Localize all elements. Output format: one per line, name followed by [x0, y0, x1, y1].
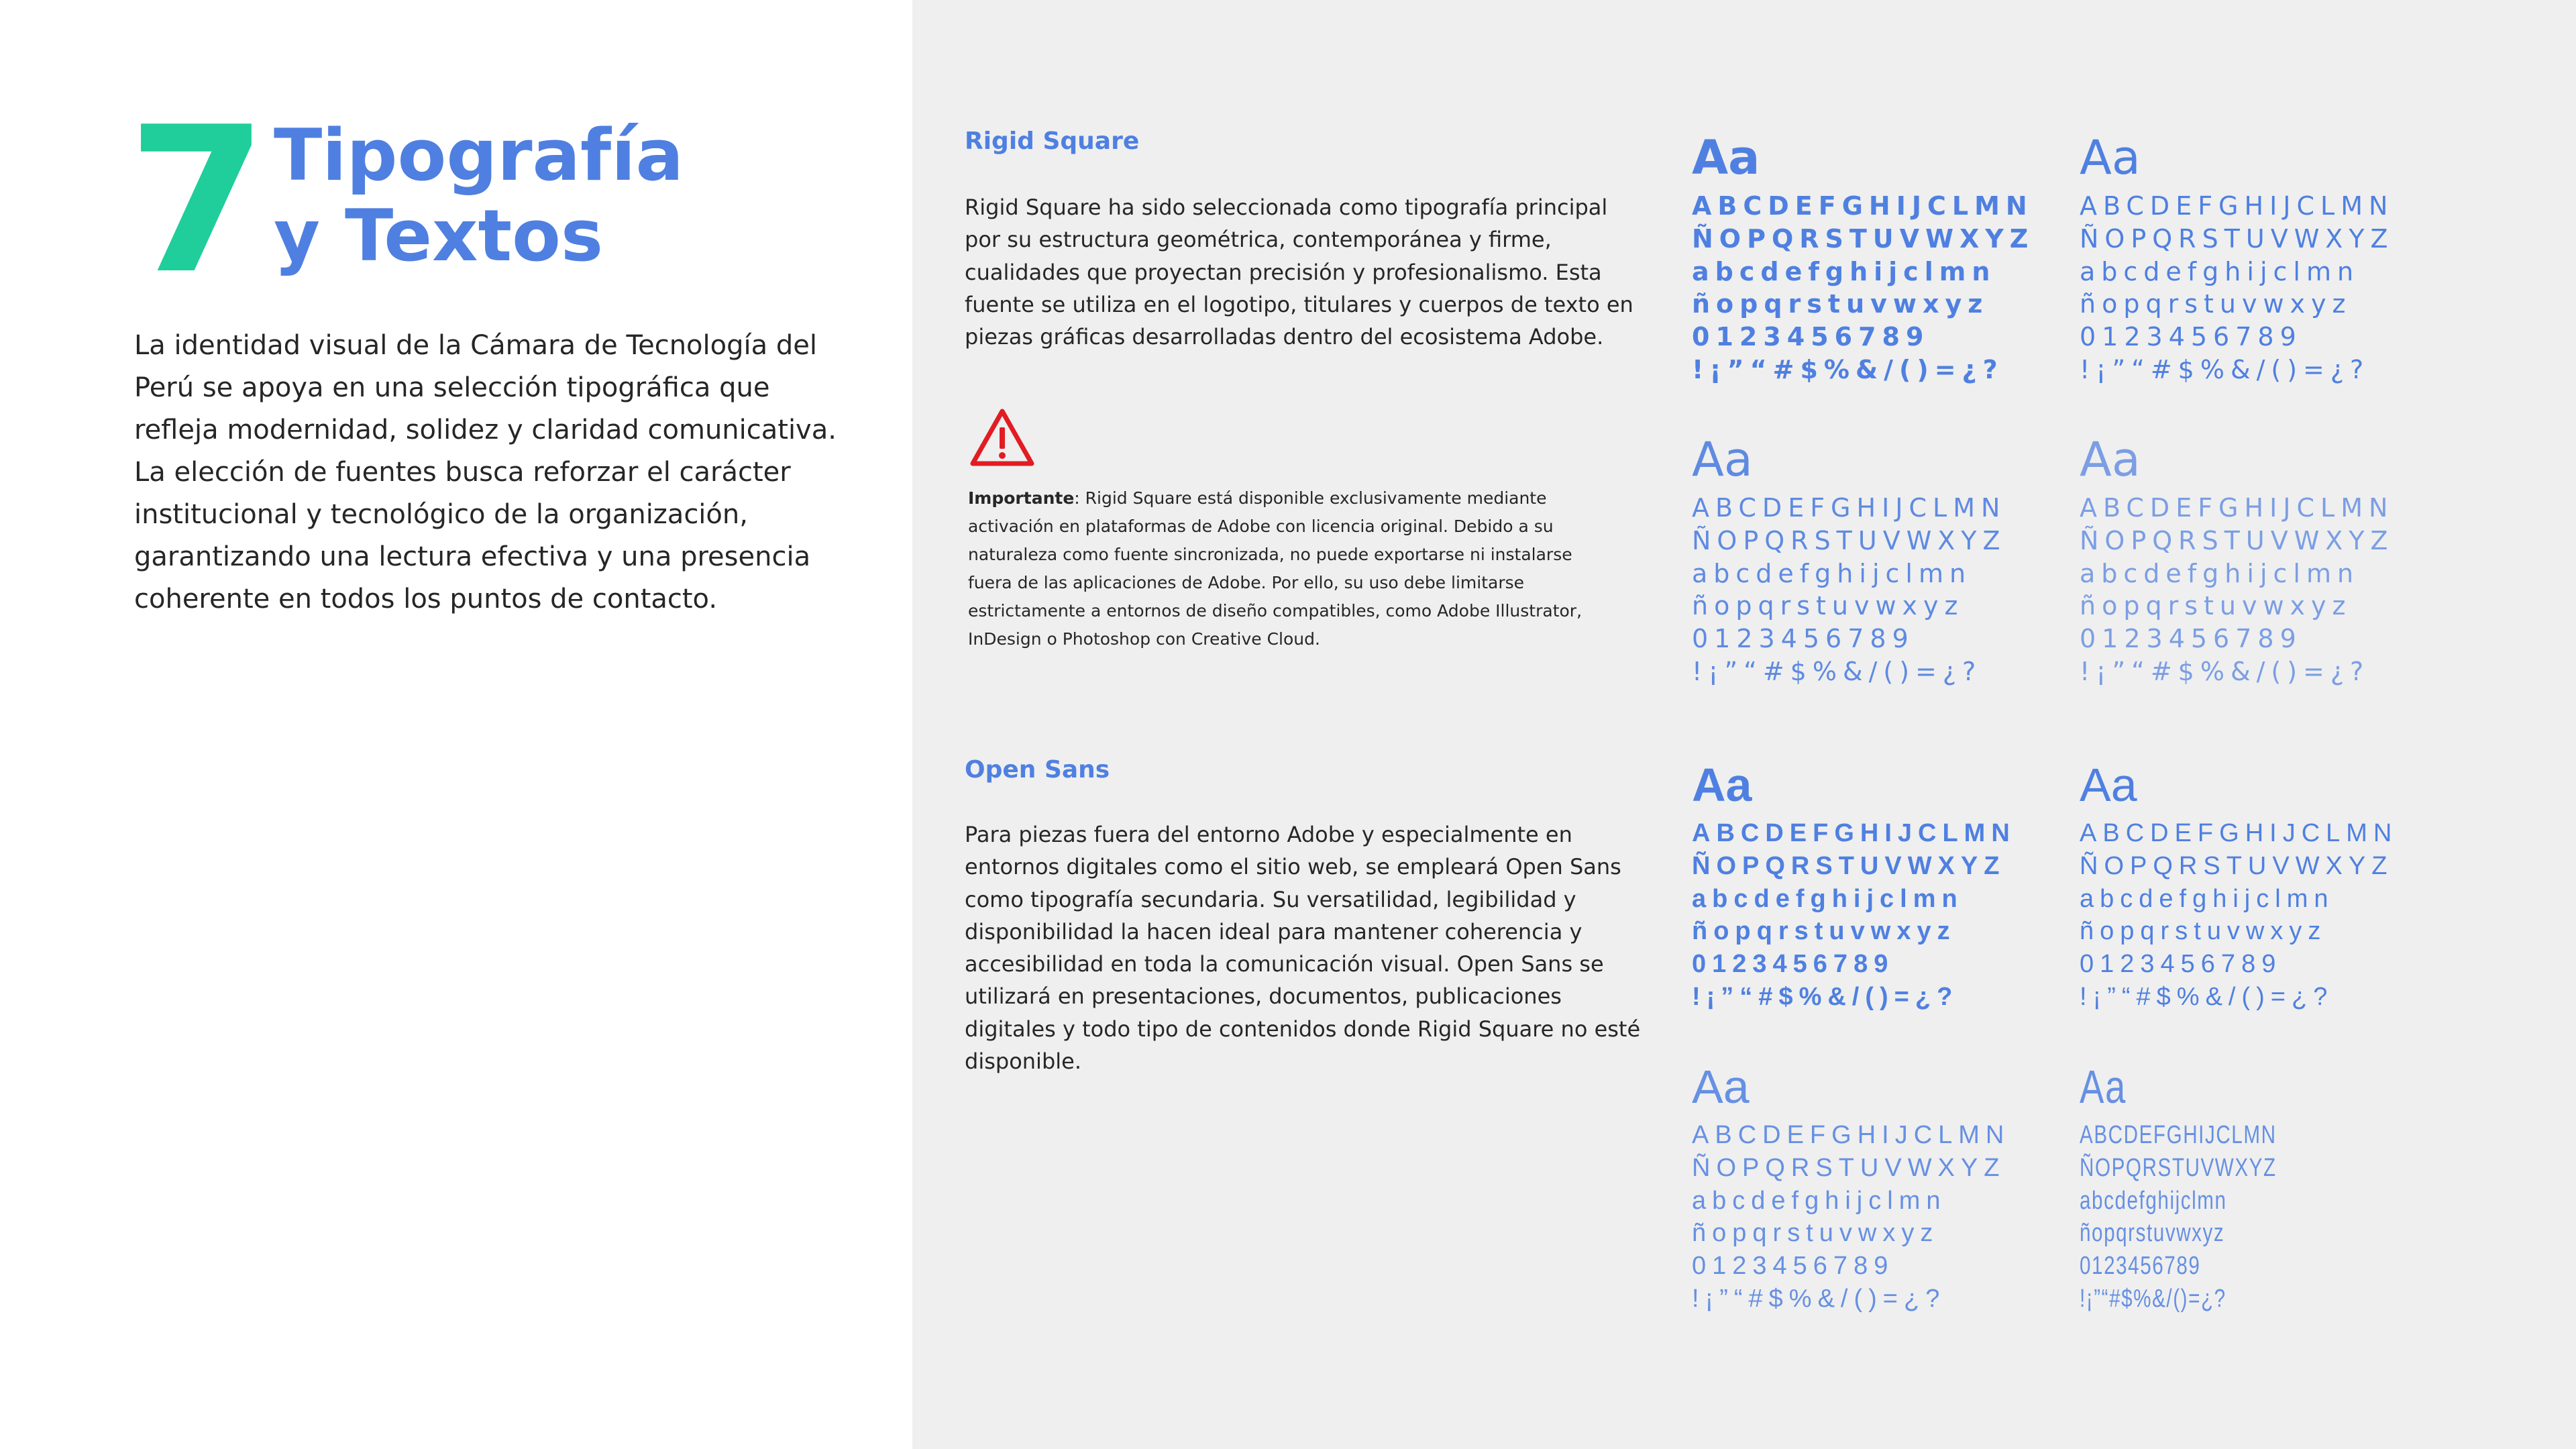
specimen-lower-2: ñopqrstuvwxyz [1692, 289, 1989, 319]
specimen-symbols: !¡”“#$%&/()=¿? [1692, 1284, 1946, 1313]
specimen-upper-2: ÑOPQRSTUVWXYZ [2080, 851, 2394, 880]
specimen-upper-2: ÑOPQRSTUVWXYZ [2080, 525, 2394, 555]
specimen-upper-1: ABCDEFGHIJCLMN [1692, 493, 2006, 523]
specimen-upper-1: ABCDEFGHIJCLMN [2080, 191, 2394, 221]
specimen-aa: Aa [1692, 432, 1753, 487]
section-title-line1: Tipografía [274, 114, 684, 197]
specimen-digits: 0123456789 [2080, 322, 2302, 352]
specimen-upper-1: ABCDEFGHIJCLMN [1692, 191, 2033, 221]
specimen-aa: Aa [2080, 759, 2137, 811]
open-sans-heading: Open Sans [965, 756, 1110, 784]
specimen-aa: Aa [2080, 432, 2141, 487]
specimen-digits: 0123456789 [1692, 950, 1894, 979]
specimen-lower-1: abcdefghijclmn [1692, 884, 1964, 913]
specimen-rigid-bold [1692, 131, 2034, 386]
specimen-upper-2: ÑOPQRSTUVWXYZ [1692, 525, 2006, 555]
specimen-lower-1: abcdefghijclmn [1692, 558, 1972, 588]
section-title-line2: y Textos [274, 195, 604, 277]
specimen-digits: 0123456789 [1692, 1252, 1894, 1281]
specimen-lower-2: ñopqrstuvwxyz [2080, 289, 2352, 319]
specimen-upper-2: ÑOPQRSTUVWXYZ [2080, 1153, 2277, 1182]
specimen-opensans-light [1692, 1060, 2010, 1316]
specimen-upper-2: ÑOPQRSTUVWXYZ [1692, 1153, 2006, 1182]
specimen-lower-1: abcdefghijclmn [2080, 1186, 2227, 1215]
specimen-symbols: !¡”“#$%&/()=¿? [1692, 982, 1959, 1011]
warning-triangle-icon [969, 407, 1036, 468]
rigid-square-heading: Rigid Square [965, 127, 1140, 155]
specimen-rigid-regular [2080, 131, 2394, 386]
specimen-lower-1: abcdefghijclmn [1692, 1186, 1947, 1215]
specimen-digits: 0123456789 [1692, 322, 1930, 352]
specimen-opensans-condensed [2080, 1060, 2277, 1316]
specimen-symbols: !¡”“#$%&/()=¿? [2080, 354, 2370, 384]
specimen-lower-1: abcdefghijclmn [2080, 884, 2334, 913]
open-sans-description: Para piezas fuera del entorno Adobe y especialmente en entornos digitales como el sitio web, se empleará Open Sans como tipografía secundaria. Su versatilidad, legibilidad y disponibilidad la hacen ideal para mantener coherencia y accesibilidad en toda la comunicación visual. Open Sans se utilizará en presentaciones, documentos, publicaciones digitales y todo tipo de contenidos donde Rigid Square no esté disponible. [965, 822, 1641, 1075]
importante-notice [968, 484, 1605, 653]
specimen-upper-2: ÑOPQRSTUVWXYZ [1692, 223, 2035, 254]
specimen-lower-2: ñopqrstuvwxyz [1692, 917, 1956, 946]
specimen-lower-2: ñopqrstuvwxyz [2080, 1219, 2225, 1248]
specimen-symbols: !¡”“#$%&/()=¿? [2080, 1284, 2226, 1313]
specimen-lower-2: ñopqrstuvwxyz [1692, 1219, 1939, 1248]
specimen-lower-2: ñopqrstuvwxyz [2080, 917, 2327, 946]
intro-paragraph: La identidad visual de la Cámara de Tecnología del Perú se apoya en una selección tipográfica que refleja modernidad, solidez y claridad comunicativa. La elección de fuentes busca reforzar el carácter institucional y tecnológico de la organización, garantizando una lectura efectiva y una presencia coherente en todos los puntos de contacto. [134, 330, 837, 614]
specimen-aa: Aa [1692, 1061, 1750, 1113]
rigid-square-description: Rigid Square ha sido seleccionada como tipografía principal por su estructura geométrica, contemporánea y firme, cualidades que proyectan precisión y profesionalismo. Esta fuente se utiliza en el logotipo, titulares y cuerpos de texto en piezas gráficas desarrolladas dentro del ecosistema Adobe. [965, 195, 1633, 350]
specimen-rigid-light [1692, 433, 2006, 688]
specimen-rigid-thin [2080, 433, 2394, 688]
specimen-digits: 0123456789 [2080, 624, 2302, 654]
notice-label: Importante [968, 488, 1075, 508]
notice-text: : Rigid Square está disponible exclusivamente mediante activación en plataformas de Adobe con licencia original. Debido a su naturaleza como fuente sincronizada, no puede exportarse ni instalarse fuera de las aplicaciones de Adobe. Por ello, su uso debe limitarse estrictamente a entornos de diseño compatibles, como Adobe Illustrator, InDesign o Photoshop con Creative Cloud. [968, 488, 1582, 649]
specimen-symbols: !¡”“#$%&/()=¿? [1692, 354, 2004, 384]
specimen-upper-2: ÑOPQRSTUVWXYZ [2080, 223, 2394, 254]
specimen-upper-1: ABCDEFGHIJCLMN [2080, 1121, 2277, 1149]
specimen-lower-2: ñopqrstuvwxyz [2080, 591, 2352, 621]
specimen-lower-1: abcdefghijclmn [1692, 256, 1996, 286]
specimen-lower-2: ñopqrstuvwxyz [1692, 591, 1964, 621]
specimen-digits: 0123456789 [2080, 950, 2282, 979]
specimen-digits: 0123456789 [2080, 1252, 2201, 1281]
specimen-aa: Aa [2080, 1061, 2127, 1113]
specimen-aa: Aa [1692, 759, 1752, 811]
specimen-lower-1: abcdefghijclmn [2080, 256, 2360, 286]
specimen-upper-1: ABCDEFGHIJCLMN [2080, 819, 2398, 847]
specimen-aa: Aa [2080, 130, 2141, 185]
specimen-digits: 0123456789 [1692, 624, 1915, 654]
specimen-opensans-bold [1692, 758, 2016, 1014]
specimen-upper-1: ABCDEFGHIJCLMN [1692, 1121, 2010, 1149]
specimen-symbols: !¡”“#$%&/()=¿? [1692, 656, 1982, 686]
specimen-opensans-regular [2080, 758, 2398, 1014]
specimen-upper-1: ABCDEFGHIJCLMN [2080, 493, 2394, 523]
section-number: 7 [127, 84, 264, 318]
specimen-symbols: !¡”“#$%&/()=¿? [2080, 656, 2370, 686]
specimen-aa: Aa [1692, 130, 1760, 185]
section-title [274, 115, 684, 276]
specimen-lower-1: abcdefghijclmn [2080, 558, 2360, 588]
specimen-symbols: !¡”“#$%&/()=¿? [2080, 982, 2334, 1011]
specimen-upper-2: ÑOPQRSTUVWXYZ [1692, 851, 2006, 880]
specimen-upper-1: ABCDEFGHIJCLMN [1692, 819, 2016, 847]
